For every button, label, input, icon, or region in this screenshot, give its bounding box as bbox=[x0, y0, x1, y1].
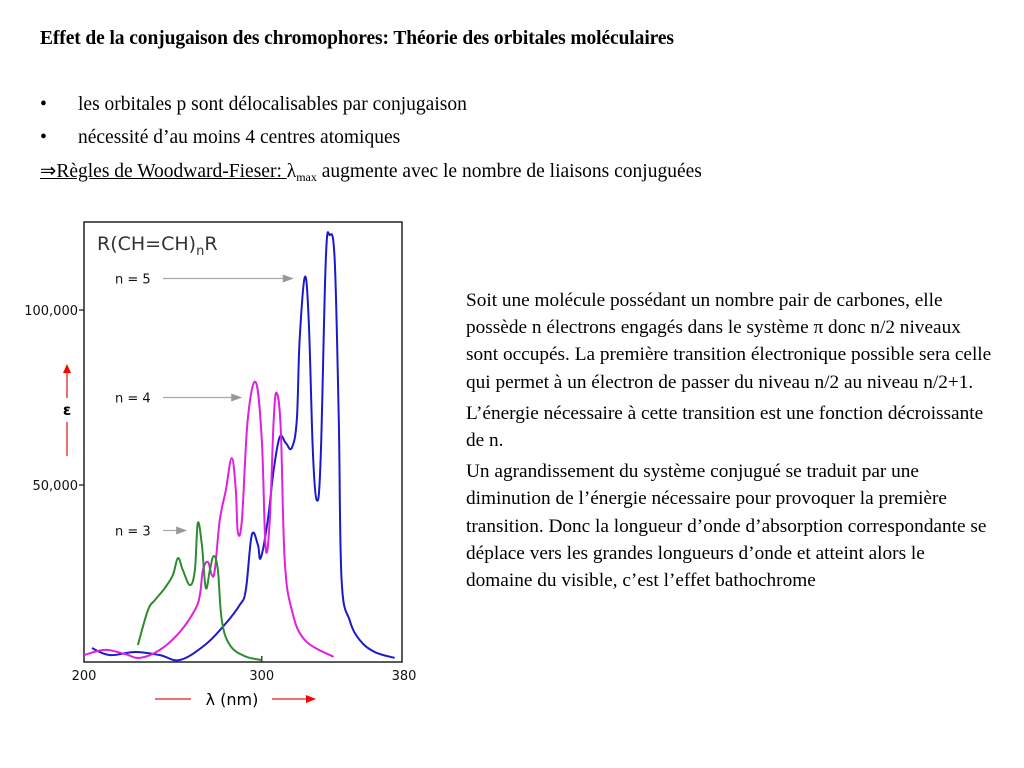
slide-title: Effet de la conjugaison des chromophores: Théorie des orbitales moléculaires bbox=[40, 28, 674, 49]
y-tick-label: 100,000 bbox=[24, 304, 78, 319]
y-tick-label: 50,000 bbox=[32, 479, 78, 494]
rule-rest-text: augmente avec le nombre de liaisons conjuguées bbox=[316, 161, 702, 182]
paragraph: Un agrandissement du système conjugué se traduit par une diminution de l’énergie nécessaire pour provoquer la première transition. Donc la longueur d’onde d’absorption correspondante se déplace vers les grandes longueurs d’onde et atteint alors le domaine du visible, c’est l’effet bathochrome bbox=[466, 461, 987, 592]
plot-frame bbox=[84, 222, 402, 662]
x-tick-label: 380 bbox=[391, 669, 417, 684]
curves bbox=[84, 232, 395, 660]
y-axis-label: ε bbox=[62, 401, 72, 419]
bullet-text: les orbitales p sont délocalisables par conjugaison bbox=[78, 94, 467, 115]
bullet-icon: • bbox=[40, 94, 47, 115]
y-arrowhead-icon bbox=[63, 364, 71, 373]
woodward-fieser-rule bbox=[40, 159, 702, 185]
uv-absorption-chart bbox=[0, 200, 440, 720]
pointer-arrowhead-icon bbox=[283, 275, 294, 283]
woodward-fieser-link[interactable]: ⇒Règles de Woodward-Fieser: bbox=[40, 161, 287, 182]
pointer-arrowhead-icon bbox=[176, 527, 187, 535]
bullet-icon: • bbox=[40, 127, 47, 148]
y-axis-ticks bbox=[24, 304, 84, 494]
bullet-text: nécessité d’au moins 4 centres atomiques bbox=[78, 127, 401, 148]
series-label: n = 4 bbox=[115, 391, 151, 407]
series-label: n = 5 bbox=[115, 272, 151, 288]
explanation-text bbox=[466, 287, 994, 598]
x-tick-label: 200 bbox=[71, 669, 97, 684]
pointer-arrowhead-icon bbox=[231, 394, 242, 402]
series-line-n5 bbox=[92, 232, 395, 660]
series-label: n = 3 bbox=[115, 524, 151, 540]
paragraph: L’énergie nécessaire à cette transition est une fonction décroissante de n. bbox=[466, 402, 984, 452]
x-arrowhead-icon bbox=[306, 695, 316, 703]
lambda-subscript: max bbox=[296, 170, 317, 184]
lambda-symbol: λ bbox=[286, 161, 297, 182]
paragraph: Soit une molécule possédant un nombre pair de carbones, elle possède n électrons engagés dans le système π donc n/2 niveaux sont occupés. La première transition électronique possible sera celle qui permet à un électron de passer du niveau n/2 au niveau n/2+1. bbox=[466, 290, 992, 393]
series-labels bbox=[115, 273, 294, 540]
chart-title: $R(CH=CH)_nR$ bbox=[97, 233, 218, 259]
x-axis-ticks bbox=[72, 656, 417, 684]
x-axis-label: λ (nm) bbox=[205, 690, 259, 709]
x-tick-label: 300 bbox=[249, 669, 275, 684]
